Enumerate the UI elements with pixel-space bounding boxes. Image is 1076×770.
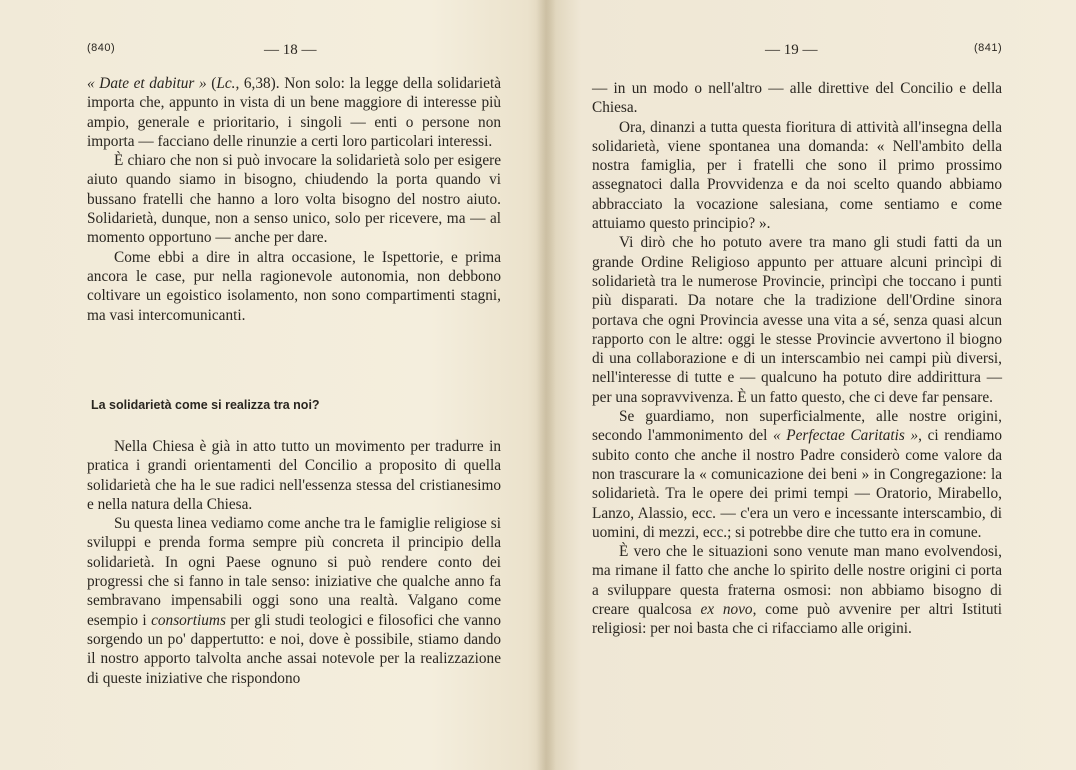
right-page-text <box>592 79 1002 639</box>
paragraph: Nella Chiesa è già in atto tutto un movimento per tradurre in pratica i grandi orientamenti del Concilio a proposito di quella solidarietà che ha le sue radici nell'essenza stessa del cristianesimo e nella natura della Chiesa. <box>87 438 501 513</box>
left-page-text-top <box>87 74 501 325</box>
paragraph: Come ebbi a dire in altra occasione, le Ispettorie, e prima ancora le case, pur nella ragionevole autonomia, non debbono coltivare un egoistico isolamento, non sono compartimenti stagni, ma vasi intercomunicanti. <box>87 248 501 324</box>
right-page <box>556 0 1076 770</box>
right-page-number: — 19 — <box>765 42 818 58</box>
paragraph: È chiaro che non si può invocare la solidarietà solo per esigere aiuto quando siamo in bisogno, chiudendo la porta quando vi bussano fratelli che hanno a loro volta bisogno del nostro aiuto. Solidarietà, dunque, non a senso unico, solo per ricevere, ma — al momento opportuno — anche per dare. <box>87 152 501 247</box>
left-page-text-bottom <box>87 437 501 688</box>
paragraph: Vi dirò che ho potuto avere tra mano gli studi fatti da un grande Ordine Religioso appunto per attuare alcuni princìpi di solidarietà tra le numerose Provincie, princìpi che toccano i punti più disparati. Da notare che la tradizione dell'Ordine sinora portava che ogni Provincia avesse una vita a sé, senza quasi alcun rapporto con le altre: oggi le stesse Provincie avvertono il biogno di una collaborazione e di un interscambio nei campi più diversi, nell'interesse di tutte e — qualcuno ha potuto dire addirittura — per una sopravvivenza. È un fatto questo, che ci deve far pensare. <box>592 234 1002 406</box>
right-page-parenthetical-number: (841) <box>974 42 1003 54</box>
paragraph: — in un modo o nell'altro — alle direttive del Concilio e della Chiesa. <box>592 80 1002 117</box>
paragraph: Ora, dinanzi a tutta questa fioritura di attività all'insegna della solidarietà, viene spontanea una domanda: « Nell'ambito della nostra famiglia, per i fratelli che sono il primo prossimo assegnatoci dalla Provvidenza e da noi scelto quando abbiamo abbracciato la vocazione salesiana, come sentiamo e come attuiamo questo principio? ». <box>592 118 1002 233</box>
paragraph: Se guardiamo, non superficialmente, alle nostre origini, secondo l'ammonimento del « Perfectae Caritatis », ci rendiamo subito conto che anche il nostro Padre considerò come valore da non trascurare la « comunicazione dei beni » in Congregazione: la solidarietà. Tra le opere dei primi tempi — Oratorio, Mirabello, Lanzo, Alassio, ecc. — c'era un vero e incessante interscambio, di uomini, di mezzi, ecc.; si potrebbe dire che tutto era in comune. <box>592 408 1003 541</box>
paragraph: È vero che le situazioni sono venute man mano evolvendosi, ma rimane il fatto che anche lo spirito delle nostre origini ci porta a sviluppare questa fraterna osmosi: non abbiamo bisogno di creare qualcosa ex novo, come può avvenire per altri Istituti religiosi: per noi basta che ci rifacciamo alle origini. <box>592 543 1002 638</box>
left-page-parenthetical-number: (840) <box>87 42 116 54</box>
paragraph: « Date et dabitur » (Lc., 6,38). Non solo: la legge della solidarietà importa che, appunto in vista di un bene maggiore di interesse più ampio, generale e prioritario, i singoli — enti o persone non importa — facciano delle rinunzie a certi loro particolari interessi. <box>87 75 502 150</box>
paragraph: Su questa linea vediamo come anche tra le famiglie religiose si sviluppi e prenda forma sempre più concreta il principio della solidarietà. In ogni Paese ognuno si può rendere conto dei progressi che si fanno in tale senso: iniziative che qualche anno fa sembravano impensabili oggi sono una realtà. Valgano come esempio i consortiums per gli studi teologici e filosofici che vanno sorgendo un po' dappertutto: e noi, dove è possibile, stiamo dando il nostro apporto talvolta anche assai notevole per la realizzazione di queste iniziative che rispondono <box>87 515 501 687</box>
section-heading: La solidarietà come si realizza tra noi? <box>91 398 320 412</box>
book-gutter <box>536 0 556 770</box>
left-page-number: — 18 — <box>264 42 317 58</box>
